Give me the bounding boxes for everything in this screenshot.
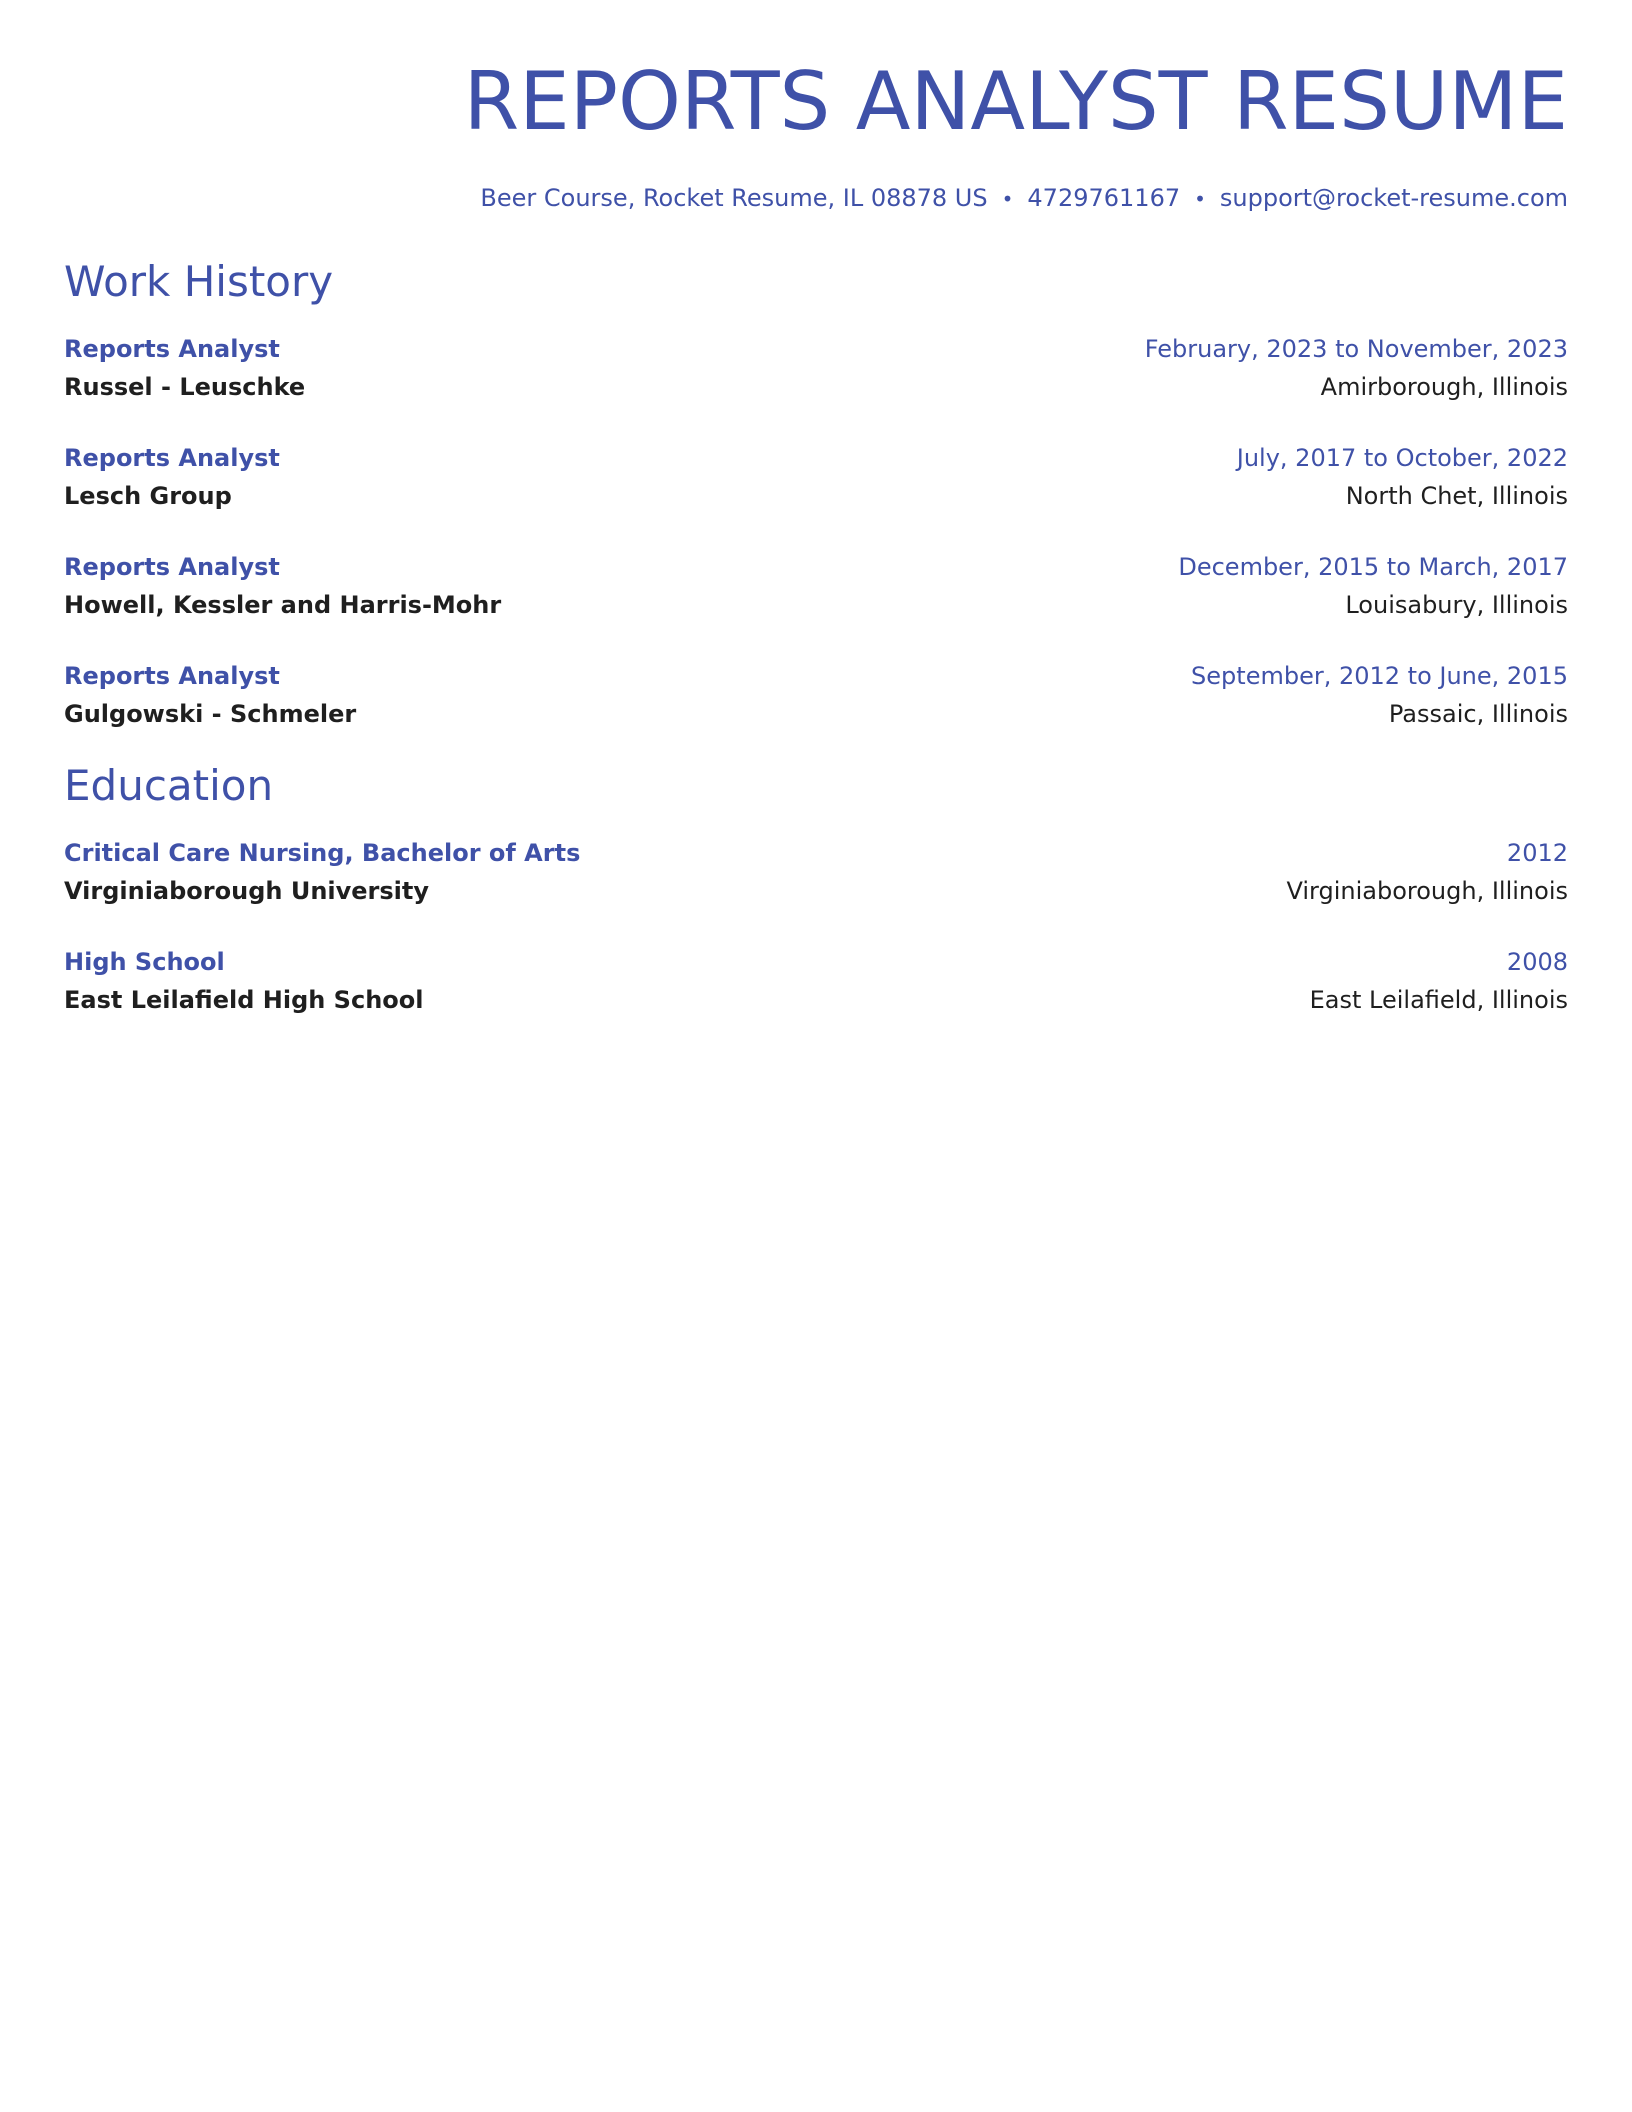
education-year: 2012	[1506, 839, 1568, 867]
work-history-heading: Work History	[64, 257, 334, 306]
contact-line	[480, 180, 1568, 217]
contact-separator: •	[1194, 187, 1206, 211]
work-role: Reports Analyst	[64, 335, 280, 363]
resume-page	[64, 0, 1568, 2112]
work-location: Amirborough, Illinois	[1320, 373, 1568, 401]
education-heading: Education	[64, 761, 274, 810]
work-entry	[64, 330, 1568, 406]
education-degree: Critical Care Nursing, Bachelor of Arts	[64, 839, 581, 867]
work-company: Lesch Group	[64, 482, 232, 510]
contact-email: support@rocket-resume.com	[1219, 184, 1568, 212]
contact-phone: 4729761167	[1027, 184, 1181, 212]
contact-address: Beer Course, Rocket Resume, IL 08878 US	[480, 184, 988, 212]
resume-title: REPORTS ANALYST RESUME	[463, 55, 1568, 148]
work-company: Howell, Kessler and Harris-Mohr	[64, 591, 502, 619]
education-year: 2008	[1506, 948, 1568, 976]
education-entry	[64, 834, 1568, 910]
work-location: Louisabury, Illinois	[1345, 591, 1568, 619]
education-school: Virginiaborough University	[64, 877, 430, 905]
work-entry	[64, 657, 1568, 733]
education-location: Virginiaborough, Illinois	[1286, 877, 1568, 905]
education-degree: High School	[64, 948, 225, 976]
work-location: North Chet, Illinois	[1345, 482, 1568, 510]
education-school: East Leilafield High School	[64, 986, 424, 1014]
contact-separator: •	[1001, 187, 1014, 211]
work-role: Reports Analyst	[64, 662, 280, 690]
work-dates: July, 2017 to October, 2022	[1236, 444, 1568, 472]
work-company: Russel - Leuschke	[64, 373, 306, 401]
work-dates: December, 2015 to March, 2017	[1178, 553, 1568, 581]
work-entry	[64, 548, 1568, 624]
work-dates: September, 2012 to June, 2015	[1191, 662, 1568, 690]
work-role: Reports Analyst	[64, 553, 280, 581]
education-entry	[64, 943, 1568, 1019]
work-entry	[64, 439, 1568, 515]
work-role: Reports Analyst	[64, 444, 280, 472]
work-dates: February, 2023 to November, 2023	[1144, 335, 1568, 363]
work-company: Gulgowski - Schmeler	[64, 700, 357, 728]
work-location: Passaic, Illinois	[1388, 700, 1568, 728]
education-location: East Leilafield, Illinois	[1309, 986, 1568, 1014]
